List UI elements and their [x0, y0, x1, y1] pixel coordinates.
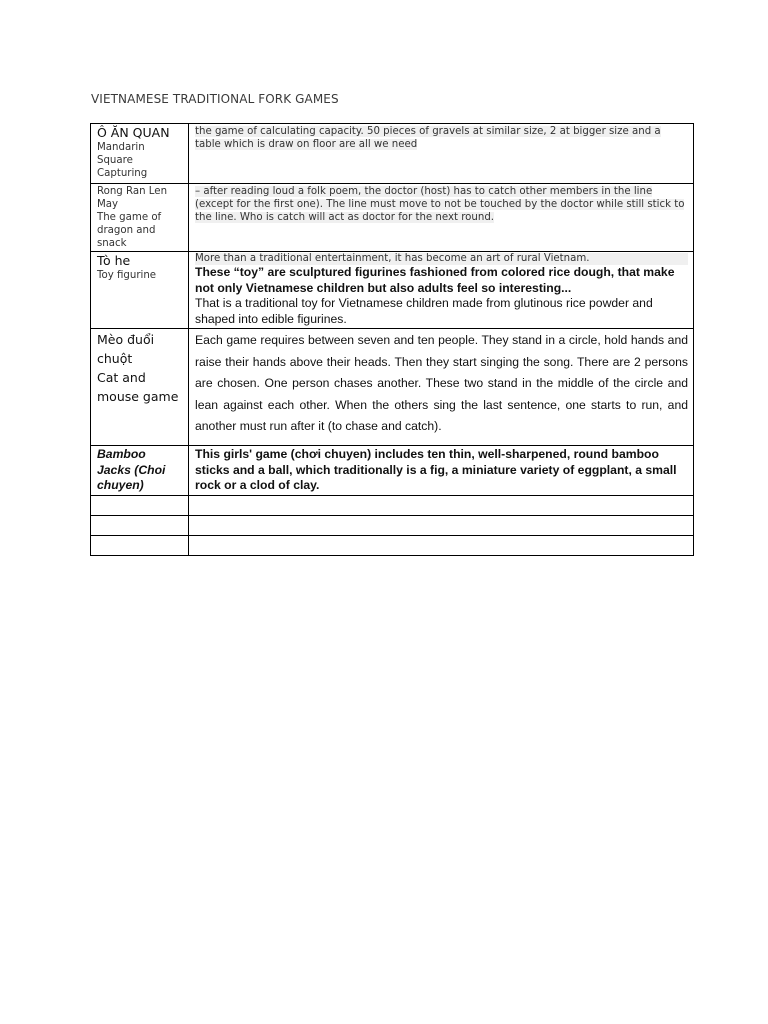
table-row-empty: [91, 535, 694, 555]
game-name: Ô ĂN QUAN: [97, 125, 170, 140]
game-intro: More than a traditional entertainment, it has become an art of rural Vietnam.: [195, 253, 688, 265]
game-name-cell: [91, 446, 189, 496]
table-row: [91, 329, 694, 446]
game-subtitle: The game of dragon and snack: [97, 212, 162, 249]
game-name-cell: [91, 329, 189, 446]
game-description: Each game requires between seven and ten people. They stand in a circle, hold hands and raise their hands above their heads. Then they start singing the song. There are 2 persons are chosen. One person chases another. These two stand in the middle of the circle and lean against each other. When the others sing the last sentence, one starts to run, and another must run after it (to chase and catch).: [195, 333, 688, 433]
table-row-empty: [91, 515, 694, 535]
game-description: the game of calculating capacity. 50 pieces of gravels at similar size, 2 at bigger size and a table which is draw on floor are all we need: [195, 126, 661, 150]
document-title: VIETNAMESE TRADITIONAL FORK GAMES: [91, 92, 339, 106]
game-name: Mèo đuổi chuột: [97, 332, 155, 366]
game-description-cell: [189, 252, 694, 329]
game-description: This girls' game (chơi chuyen) includes ten thin, well-sharpened, round bamboo sticks and a ball, which traditionally is a fig, a miniature variety of eggplant, a small rock or a clod of clay.: [195, 447, 677, 492]
table-row-empty: [91, 495, 694, 515]
game-name: Rong Ran Len May: [97, 186, 168, 210]
game-subtitle: Mandarin Square Capturing: [97, 142, 148, 179]
game-description: – after reading loud a folk poem, the doctor (host) has to catch other members in the line (except for the first one). The line must move to not be touched by the doctor while still stick to the line. Who is catch will act as doctor for the next round.: [195, 186, 685, 223]
game-name: Tò he: [97, 253, 131, 268]
game-subtitle: Toy figurine: [97, 270, 157, 281]
table-row: [91, 184, 694, 252]
game-name-cell: [91, 184, 189, 252]
game-subtitle: Cat and mouse game: [97, 370, 179, 404]
game-description-cell: [189, 184, 694, 252]
game-name: Bamboo Jacks (Choi chuyen): [97, 447, 166, 492]
table-row: [91, 124, 694, 184]
game-bold-text: These “toy” are sculptured figurines fashioned from colored rice dough, that make not only Vietnamese children but also adults feel so interesting...: [195, 265, 675, 295]
game-description-cell: [189, 329, 694, 446]
game-description-cell: [189, 124, 694, 184]
game-name-cell: [91, 252, 189, 329]
game-description-cell: [189, 446, 694, 496]
game-description: That is a traditional toy for Vietnamese children made from glutinous rice powder and shaped into edible figurines.: [195, 296, 653, 326]
games-table: [90, 123, 694, 556]
table-row: [91, 446, 694, 496]
table-row: [91, 252, 694, 329]
game-name-cell: [91, 124, 189, 184]
